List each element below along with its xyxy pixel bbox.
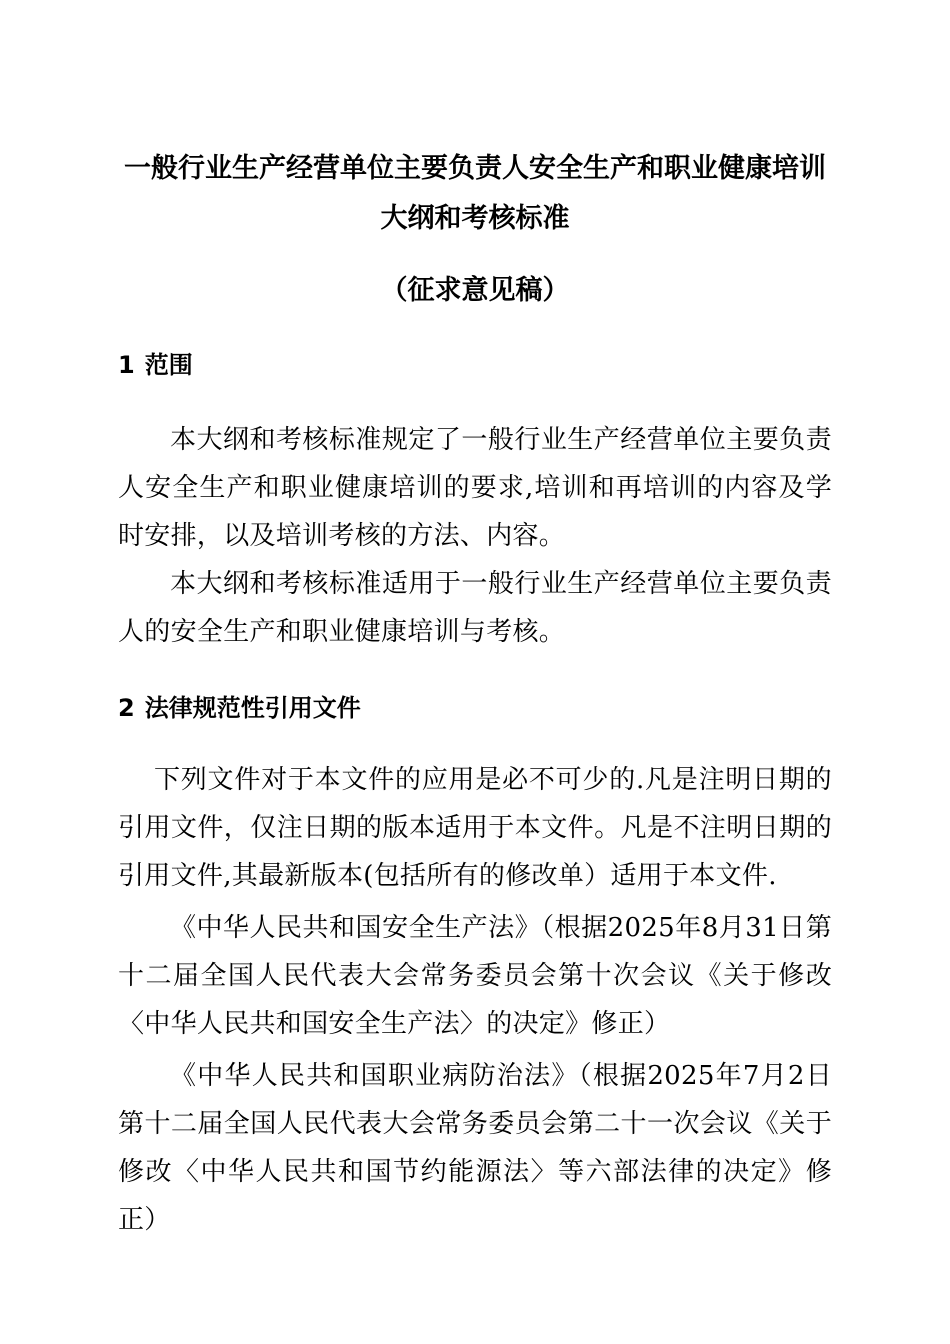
paragraph: 下列文件对于本文件的应用是必不可少的.凡是注明日期的引用文件，仅注日期的版本适用于本文件。凡是不注明日期的引用文件,其最新版本(包括所有的修改单）适用于本文件. bbox=[118, 765, 832, 891]
section-number: 2 bbox=[118, 694, 135, 722]
reference-item: 《中华人民共和国职业病防治法》（根据2025年7月2日第十二届全国人民代表大会常务委员会第二十一次会议《关于修改〈中华人民共和国节约能源法〉等六部法律的决定》修正） bbox=[118, 1061, 832, 1235]
section-heading-references bbox=[118, 688, 361, 728]
section-number: 1 bbox=[118, 351, 135, 379]
paragraph: 本大纲和考核标准适用于一般行业生产经营单位主要负责人的安全生产和职业健康培训与考核。 bbox=[118, 569, 832, 647]
section-title: 范围 bbox=[144, 351, 193, 379]
reference-item: 《中华人民共和国安全生产法》（根据2025年8月31日第十二届全国人民代表大会常务委员会第十次会议《关于修改〈中华人民共和国安全生产法〉的决定》修正） bbox=[118, 913, 832, 1039]
section-title: 法律规范性引用文件 bbox=[144, 694, 361, 722]
document-title: 一般行业生产经营单位主要负责人安全生产和职业健康培训大纲和考核标准 bbox=[124, 153, 826, 234]
section-heading-scope bbox=[118, 345, 193, 385]
document-subtitle: （征求意见稿） bbox=[380, 275, 570, 306]
paragraph: 本大纲和考核标准规定了一般行业生产经营单位主要负责人安全生产和职业健康培训的要求,培训和再培训的内容及学时安排，以及培训考核的方法、内容。 bbox=[118, 425, 832, 551]
